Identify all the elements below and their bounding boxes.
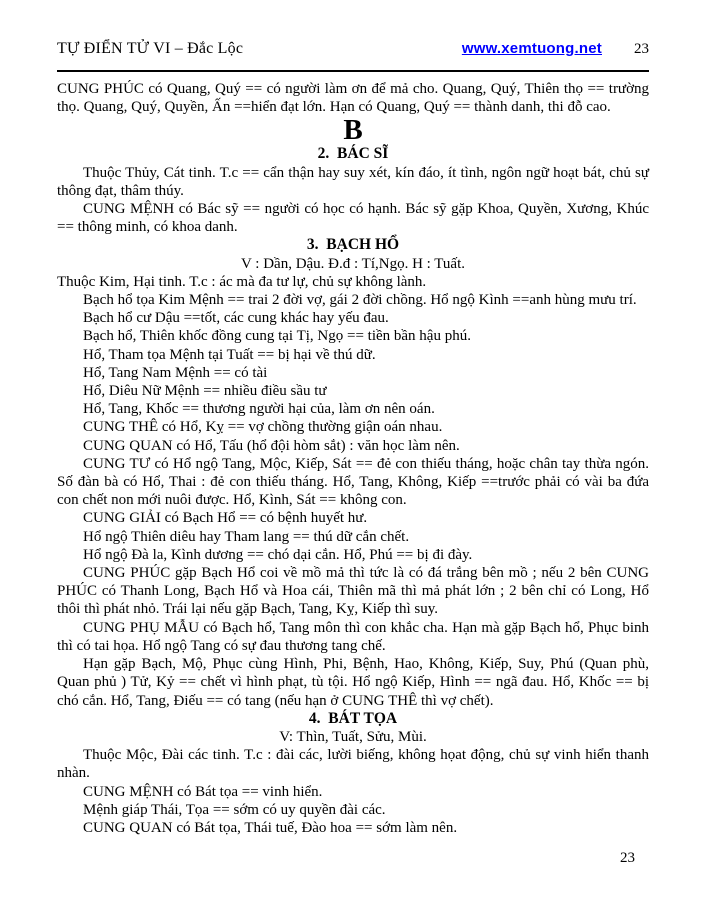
paragraph-bac-si-traits: Thuộc Thủy, Cát tinh. T.c == cẩn thận hay suy xét, kín đáo, ít tình, ngôn ngữ hoạt bát, chủ sự thông đạt, thâm thúy. xyxy=(57,164,649,199)
paragraph-bach-ho-thien-khoc: Bạch hổ, Thiên khốc đồng cung tại Tị, Ngọ == tiền bần hậu phú. xyxy=(83,328,471,345)
section-heading-4-bat-toa: 4. BÁT TỌA xyxy=(308,709,398,727)
paragraph-ho-ngo-thien-dieu: Hổ ngộ Thiên diêu hay Tham lang == thú dữ cắn chết. xyxy=(83,528,410,545)
paragraph-cung-phuc-quang-quy: CUNG PHÚC có Quang, Quý == có người làm ơn để mả cho. Quang, Quý, Thiên thọ == trường thọ. Quang, Quý, Quyền, Ấn ==hiển đạt lớn. Hạn có Quang, Quý == thành danh, thi đỗ cao. xyxy=(57,81,649,116)
paragraph-cung-phu-mau: CUNG PHỤ MẪU có Bạch hổ, Tang môn thì con khắc cha. Hạn mà gặp Bạch hổ, Phục binh thì có tai họa. Hổ ngộ Tang có sự đau thương tang chế. xyxy=(57,619,649,654)
paragraph-cung-tu-ho-ngo-tang: CUNG TƯ có Hổ ngộ Tang, Mộc, Kiếp, Sát == đẻ con thiếu tháng, hoặc chân tay thừa ngón. Số đàn bà có Hổ, Thai : đẻ con thiếu tháng. Hổ, Tang, Không, Kiếp ==trước phải có vài ba đứa con chết non mới nuôi được. Hổ, Kình, Sát == không con. xyxy=(57,455,649,509)
document-title: TỰ ĐIỂN TỬ VI – Đắc Lộc xyxy=(57,40,244,57)
paragraph-bat-toa-traits: Thuộc Mộc, Đài các tinh. T.c : đài các, lười biếng, không họat động, chủ sự vinh hiển thanh nhàn. xyxy=(57,747,649,782)
header-page-number: 23 xyxy=(634,41,649,57)
paragraph-cung-phuc-gap-bach-ho: CUNG PHÚC gặp Bạch Hổ coi về mồ mả thì tức là có đá trắng bên mồ ; nếu 2 bên CUNG PHÚC có Thanh Long, Bạch Hổ và Hoa cái, Thiên mã thì mả phát lớn ; 2 bên chỉ có Long, Hổ thôi thì phát nhỏ. Trái lại nếu gặp Bạch, Tang, Kỵ, Kiếp thì suy. xyxy=(57,565,649,618)
paragraph-bach-ho-cu-dau: Bạch hổ cư Dậu ==tốt, các cung khác hay yếu đau. xyxy=(83,310,389,327)
footer-page-number: 23 xyxy=(620,850,635,867)
document-body xyxy=(57,80,649,837)
section-heading-3-bach-ho: 3. BẠCH HỔ xyxy=(306,236,400,254)
section-heading-2-bac-si: 2. BÁC SĨ xyxy=(317,145,389,163)
paragraph-menh-giap-thai-toa: Mệnh giáp Thái, Tọa == sớm có uy quyền đài các. xyxy=(83,801,386,818)
paragraph-han-gap-bach-mo-phuc: Hạn gặp Bạch, Mộ, Phục cùng Hình, Phi, Bệnh, Hao, Không, Kiếp, Suy, Phú (Quan phù, Quan phủ ) Tử, Kỷ == chết vì hình phạt, tù tội. Hổ ngộ Kiếp, Hình == ngã đau. Hổ, Khốc == bị chó cắn. Hổ, Tang, Điếu == có tang (nếu hạn ở CUNG THÊ thì vợ chết). xyxy=(57,656,649,709)
paragraph-cung-the-ho-ky: CUNG THÊ có Hổ, Kỵ == vợ chồng thường giận oán nhau. xyxy=(83,419,443,436)
paragraph-ho-tang-khoc: Hổ, Tang, Khốc == thương người hại của, làm ơn nên oán. xyxy=(83,401,435,418)
paragraph-ho-tham-toa-menh: Hổ, Tham tọa Mệnh tại Tuất == bị hại về thú dữ. xyxy=(83,346,376,363)
letter-heading-b: B xyxy=(343,114,363,147)
paragraph-bat-toa-cung-quan: CUNG QUAN có Bát tọa, Thái tuế, Đào hoa == sớm làm nên. xyxy=(83,819,458,836)
header-right-group xyxy=(462,40,649,58)
header-divider-rule xyxy=(57,70,649,72)
paragraph-ho-dieu-nu-menh: Hổ, Diêu Nữ Mệnh == nhiều điều sầu tư xyxy=(83,383,327,400)
page-header xyxy=(57,40,649,58)
paragraph-bach-ho-traits: Thuộc Kim, Hại tinh. T.c : ác mà đa tư lự, chủ sự không lành. xyxy=(57,273,427,290)
paragraph-bach-ho-toa-kim: Bạch hổ tọa Kim Mệnh == trai 2 đời vợ, gái 2 đời chồng. Hổ ngộ Kình ==anh hùng mưu trí. xyxy=(83,292,637,309)
paragraph-cung-quan-ho-tau: CUNG QUAN có Hổ, Tấu (hổ đội hòm sắt) : văn học làm nên. xyxy=(83,437,460,454)
page-footer xyxy=(57,850,649,867)
section-subline-bach-ho: V : Dần, Dậu. Đ.đ : Tí,Ngọ. H : Tuất. xyxy=(240,255,466,272)
paragraph-cung-giai-bach-ho: CUNG GIẢI có Bạch Hổ == có bệnh huyết hư. xyxy=(83,510,368,527)
paragraph-bat-toa-cung-menh: CUNG MỆNH có Bát tọa == vinh hiển. xyxy=(83,783,323,800)
website-link[interactable]: www.xemtuong.net xyxy=(461,40,602,57)
section-subline-bat-toa: V: Thìn, Tuất, Sửu, Mùi. xyxy=(279,728,427,745)
paragraph-bac-si-cung-menh: CUNG MỆNH có Bác sỹ == người có học có hạnh. Bác sỹ gặp Khoa, Quyền, Xương, Khúc == thông minh, có khoa danh. xyxy=(57,201,649,236)
paragraph-ho-tang-nam-menh: Hổ, Tang Nam Mệnh == có tài xyxy=(83,364,268,381)
paragraph-ho-ngo-da-la: Hổ ngộ Đà la, Kình dương == chó dại cắn. Hổ, Phú == bị đi đày. xyxy=(83,546,473,563)
